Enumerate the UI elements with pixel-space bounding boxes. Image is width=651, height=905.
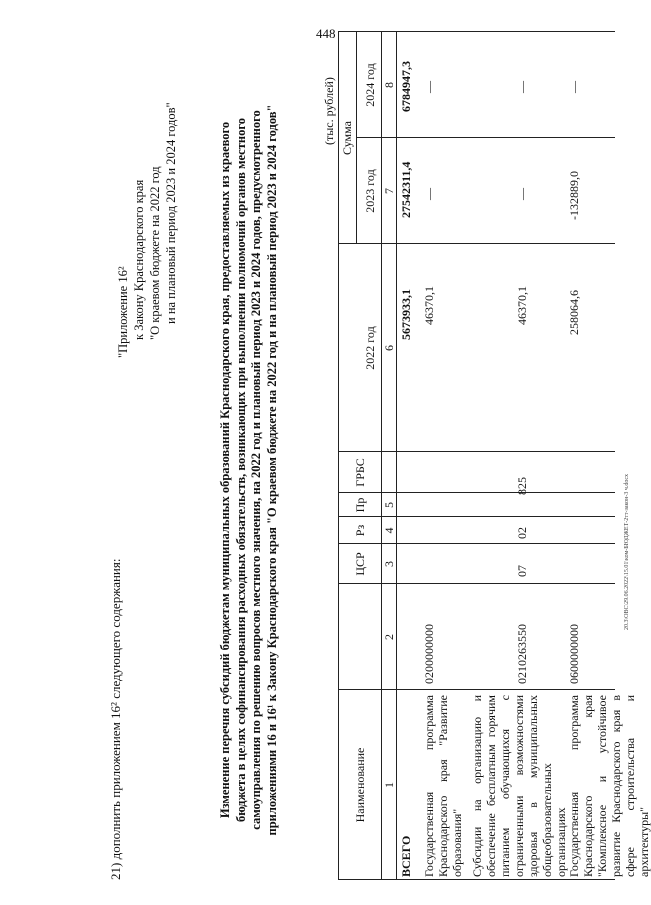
table-col-line (338, 516, 615, 517)
appendix-reference (115, 28, 179, 358)
col-number: 7 (382, 188, 396, 194)
row-total-2023: 27542311,4 (399, 161, 413, 218)
col-number: 5 (382, 502, 396, 508)
appendix-line-4: и на плановый период 2023 и 2024 годов" (164, 102, 178, 324)
row-subsidy-meals-grbs: 825 (515, 477, 529, 495)
row-subsidy-meals-csr: 0210263550 (515, 624, 529, 684)
table-col-line (338, 243, 615, 244)
table-col-line (338, 543, 615, 544)
row-subsidy-meals-rz: 07 (515, 565, 529, 577)
row-program-education-2023: — (422, 188, 436, 200)
header-2022: 2022 год (363, 326, 377, 370)
appendix-line-1: "Приложение 16² (116, 266, 130, 358)
appendix-line-3: "О краевом бюджете на 2022 год (148, 166, 162, 340)
row-program-education-name: Государственная программа Краснодарского края "Развитие образования" (422, 695, 464, 877)
instruction-text: 21) дополнить приложением 16² следующего содержания: (108, 558, 123, 880)
col-number: 4 (382, 527, 396, 534)
header-2024: 2024 год (363, 63, 377, 107)
col-number: 3 (382, 561, 396, 567)
table-col-line (338, 689, 615, 690)
header-csr: ЦСР (353, 552, 367, 576)
row-program-construction-2022: 258064,6 (567, 290, 581, 335)
table-col-line (338, 583, 615, 584)
header-pr: Пр (353, 497, 367, 513)
row-program-construction-name: Государственная программа Краснодарского края "Комплексное и устойчивое развитие Краснодарского края в сфере строительства и архитектуры" (567, 695, 651, 877)
units-label: (тыс. рублей) (322, 77, 336, 145)
col-number: 1 (382, 782, 396, 788)
row-total-name: ВСЕГО (399, 835, 413, 877)
row-program-education-2022: 46370,1 (422, 286, 436, 325)
col-number: 6 (382, 345, 396, 351)
header-sum: Сумма (340, 121, 354, 155)
table-col-line (338, 879, 615, 880)
row-program-construction-csr: 0600000000 (567, 624, 581, 684)
row-subsidy-meals-name: Субсидии на организацию и обеспечение бесплатным горячим питанием обучающихся с ограниченными возможностями здоровья в муниципальных общеобразовательных организациях (470, 695, 568, 877)
row-subsidy-meals-2023: — (515, 188, 529, 200)
row-subsidy-meals-2022: 46370,1 (515, 286, 529, 325)
col-number: 8 (382, 82, 396, 88)
header-2023: 2023 год (363, 169, 377, 213)
table-colnum-divider (396, 32, 397, 880)
page-number: 448 (316, 26, 336, 41)
table-col-line (338, 451, 615, 452)
document-heading: Изменение перечня субсидий бюджетам муниципальных образований Краснодарского края, предоставляемых из краевого бюджета в целях софинансирования расходных обязательств, возникающих при выполнении полномочий органов местного самоуправления по решению вопросов местного значения, на 2022 год и плановый период 2023 и 2024 годов, предусмотренного приложениями 16 и 16¹ к Закону Краснодарского края "О краевом бюджете на 2022 год и на плановый период 2023 и 2024 годов" (218, 104, 279, 836)
row-total-2022: 5673933,1 (399, 289, 413, 340)
row-program-construction-2024: — (567, 81, 581, 93)
table-col-line (338, 492, 615, 493)
row-program-education-2024: — (422, 81, 436, 93)
row-subsidy-meals-2024: — (515, 81, 529, 93)
appendix-line-2: к Закону Краснодарского края (132, 179, 146, 340)
row-total-2024: 6784947,3 (399, 61, 413, 112)
header-rz: Рз (353, 524, 367, 537)
col-number: 2 (382, 634, 396, 640)
table-border-top (338, 32, 339, 880)
table-col-line (338, 31, 615, 32)
header-name: Наименование (353, 747, 367, 823)
header-grbs: ГРБС (353, 458, 367, 487)
row-program-construction-2023: -132889,0 (567, 171, 581, 220)
row-program-education-csr: 0200000000 (422, 624, 436, 684)
footer-file-path: 20.3\OBC\29.06.2022\15.01\ком-БЮДЖЕТ-2тт-закон-3 ч.docx (624, 473, 630, 630)
row-subsidy-meals-pr: 02 (515, 527, 529, 539)
table-sum-divider (356, 32, 357, 244)
